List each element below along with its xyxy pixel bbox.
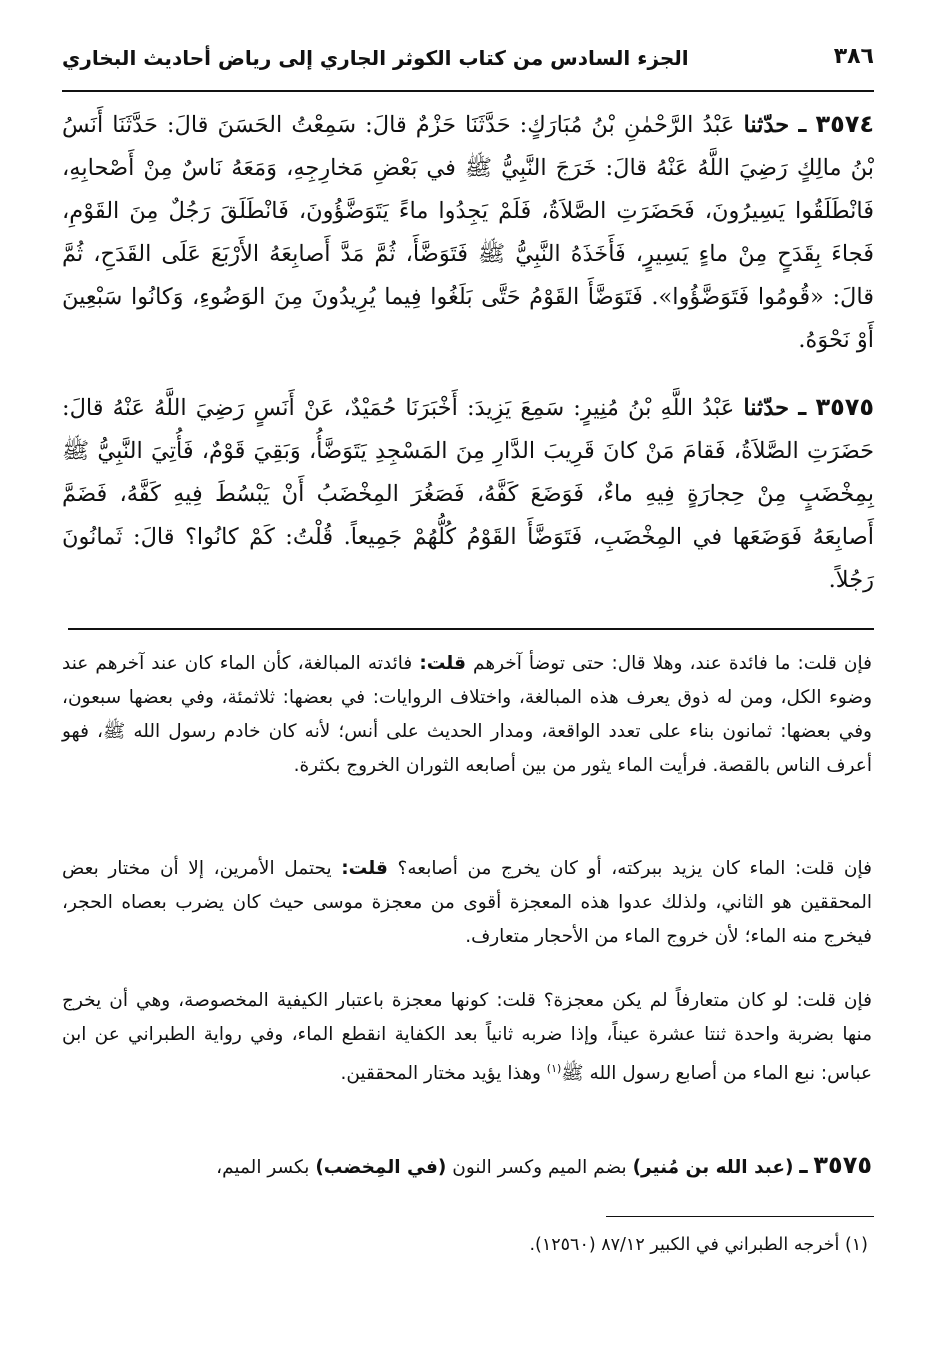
page-header [62,40,874,92]
commentary-text: بكسر الميم، [216,1157,310,1178]
footnote-mark: (١) [844,1235,868,1255]
footnote-divider [606,1216,874,1217]
hadith-text: عَبْدُ الرَّحْمٰنِ بْنُ مُبَارَكٍ: حَدَّثَنَا حَزْمٌ قالَ: سَمِعْتُ الحَسَنَ قالَ: حَدَّثَنَا أَنَسُ بْنُ مالِكٍ رَضِيَ اللَّهُ عَنْهُ قالَ: خَرَجَ النَّبِيُّ ﷺ في بَعْضِ مَخارِجِهِ، وَمَعَهُ نَاسٌ مِنْ أَصْحابِهِ، فَانْطَلَقُوا يَسِيرُونَ، فَحَضَرَتِ الصَّلاَةُ، فَلَمْ يَجِدُوا ماءً يَتَوَضَّؤُونَ، فَانْطَلَقَ رَجُلٌ مِنَ القَوْمِ، فَجاءَ بِقَدَحٍ مِنْ ماءٍ يَسِيرٍ، فَأَخَذَهُ النَّبِيُّ ﷺ فَتَوَضَّأَ، ثُمَّ مَدَّ أَصابِعَهُ الأَرْبَعَ عَلَى القَدَحِ، ثُمَّ قالَ: «قُومُوا فَتَوَضَّؤُوا». فَتَوَضَّأَ القَوْمُ حَتَّى بَلَغُوا فِيما يُرِيدُونَ مِنَ الوَضُوءِ، وَكانُوا سَبْعِينَ أَوْ نَحْوَهُ. [62,112,874,353]
text-commentary-divider [68,628,874,630]
commentary-paragraph-1 [62,647,872,783]
hadith-text: عَبْدُ اللَّهِ بْنُ مُنِيرٍ: سَمِعَ يَزِيدَ: أَخْبَرَنَا حُمَيْدٌ، عَنْ أَنَسٍ رَضِيَ اللَّهُ عَنْهُ قالَ: حَضَرَتِ الصَّلاَةُ، فَقامَ مَنْ كانَ قَرِيبَ الدَّارِ مِنَ المَسْجِدِ يَتَوَضَّأُ، وَبَقِيَ قَوْمٌ، فَأُتِيَ النَّبِيُّ ﷺ بِمِخْضَبٍ مِنْ حِجارَةٍ فِيهِ ماءٌ، فَوَضَعَ كَفَّهُ، فَصَغُرَ المِخْضَبُ أَنْ يَبْسُطَ فِيهِ كَفَّهُ، فَضَمَّ أَصابِعَهُ فَوَضَعَها في المِخْضَبِ، فَتَوَضَّأَ القَوْمُ كُلُّهُمْ جَمِيعاً. قُلْتُ: كَمْ كانُوا؟ قالَ: ثَمانُونَ رَجُلاً. [62,395,874,593]
commentary-paragraph-4 [62,1148,872,1185]
hadith-dash: ـ [798,393,807,421]
commentary-text: يحتمل الأمرين، إلا أن مختار بعض المحققين هو الثاني، ولذلك عدوا هذه المعجزة أقوى من معجزة موسى حيث كان يضرب بعصاه الحجر، فيخرج منه الماء؛ لأن خروج الماء من الأحجار متعارف. [62,858,872,947]
quoted-term: (في المِخضب) [315,1157,447,1178]
commentary-text: فإن قلت: لو كان متعارفاً لم يكن معجزة؟ قلت: كونها معجزة باعتبار الكيفية المخصوصة، وهي أن يخرج منها بضربة واحدة ثنتا عشرة عيناً، وإذا ضربه ثانياً بعد الكفاية انقطع الماء، وفي رواية الطبراني عن ابن عباس: نبع الماء من أصابع رسول الله ﷺ [62,990,872,1085]
footnote [62,1230,868,1260]
haddathana-word: حدّثنا [743,112,790,138]
commentary-paragraph-2 [62,852,872,954]
quoted-name: (عبد الله بن مُنير) [632,1157,794,1178]
running-title: الجزء السادس من كتاب الكوثر الجاري إلى رياض أحاديث البخاري [62,46,689,70]
commentary-text: فإن قلت: الماء كان يزيد ببركته، أو كان يخرج من أصابعه؟ [397,858,873,879]
qultu-keyword: قلت: [341,858,388,879]
hadith-number: ٣٥٧٥ [813,1151,872,1179]
hadith-3574 [62,103,874,362]
hadith-dash: ـ [798,110,807,138]
commentary-text: بضم الميم وكسر النون [452,1157,627,1178]
footnote-text: أخرجه الطبراني في الكبير ٨٧/١٢ (١٢٥٦٠). [529,1235,840,1255]
commentary-text: فائدته المبالغة، كأن الماء كان عند آخرهم عند وضوء الكل، ومن له ذوق يعرف هذه المبالغة، واختلاف الروايات: في بعضها: ثلاثمئة، وفي بعضها سبعون، وفي بعضها: ثمانون بناء على تعدد الواقعة، ومدار الحديث على أنس؛ لأنه كان خادم رسول الله ﷺ، فهو أعرف الناس بالقصة. فرأيت الماء يثور من بين أصابعه الثوران الخروج بكثرة. [62,653,872,776]
commentary-paragraph-3 [62,984,872,1091]
commentary-text: فإن قلت: ما فائدة عند، وهلا قال: حتى توضأ آخرهم [473,653,872,674]
haddathana-word: حدّثنا [743,395,790,421]
footnote-reference[interactable]: (١) [546,1062,562,1075]
hadith-3575 [62,386,874,602]
hadith-dash: ـ [799,1151,808,1179]
hadith-number: ٣٥٧٥ [815,393,875,421]
commentary-text: وهذا يؤيد مختار المحققين. [340,1063,541,1085]
page-number: ٣٨٦ [833,44,874,69]
qultu-keyword: قلت: [419,653,466,674]
hadith-number: ٣٥٧٤ [815,110,875,138]
